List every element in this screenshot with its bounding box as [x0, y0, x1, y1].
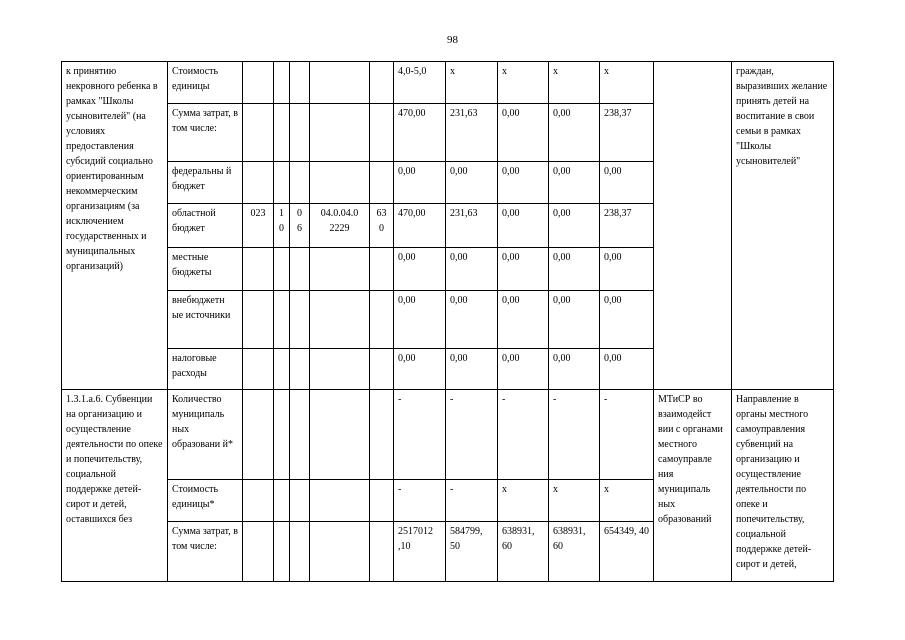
total-value: -	[394, 480, 446, 522]
total-value: 0,00	[394, 349, 446, 390]
year1-value: х	[446, 62, 498, 104]
empty-cell	[290, 349, 310, 390]
empty-cell	[310, 522, 370, 582]
empty-cell	[243, 390, 274, 480]
empty-cell	[243, 248, 274, 291]
year1-value: 584799, 50	[446, 522, 498, 582]
year2-value: 638931, 60	[498, 522, 549, 582]
event-description: 1.3.1.а.6. Субвенции на организацию и осуществление деятельности по опеке и попечительству, социальной поддержке детей-сирот и детей, оставшихся без	[62, 390, 168, 582]
empty-cell	[310, 349, 370, 390]
event-description: к принятию некровного ребенка в рамках "Школы усыновителей" (на условиях предоставления субсидий социально ориентированным некоммерческим организациям (за исключением государственных и муниципальных организаций)	[62, 62, 168, 390]
empty-cell	[310, 390, 370, 480]
year1-value: 231,63	[446, 104, 498, 162]
empty-cell	[274, 522, 290, 582]
empty-cell	[370, 291, 394, 349]
empty-cell	[370, 480, 394, 522]
empty-cell	[290, 104, 310, 162]
year2-value: х	[498, 62, 549, 104]
executor-cell: МТиСР во взаимодейст вии с органами местного самоуправле ния муниципаль ных образований	[654, 390, 732, 582]
year2-value: 0,00	[498, 104, 549, 162]
total-value: 2517012 ,10	[394, 522, 446, 582]
indicator-label: федеральны й бюджет	[168, 162, 243, 204]
year2-value: -	[498, 390, 549, 480]
empty-cell	[290, 390, 310, 480]
empty-cell	[290, 291, 310, 349]
empty-cell	[243, 480, 274, 522]
year4-value: 0,00	[600, 349, 654, 390]
year3-value: 0,00	[549, 349, 600, 390]
expected-result: Направление в органы местного самоуправления субвенций на организацию и осуществление деятельности по опеке и попечительству, социальной поддержке детей-сирот и детей,	[732, 390, 834, 582]
year4-value: 238,37	[600, 204, 654, 248]
executor-cell	[654, 62, 732, 390]
year2-value: 0,00	[498, 162, 549, 204]
year4-value: 0,00	[600, 291, 654, 349]
year4-value: 0,00	[600, 248, 654, 291]
year2-value: 0,00	[498, 349, 549, 390]
empty-cell	[274, 291, 290, 349]
year3-value: 0,00	[549, 291, 600, 349]
csr-code: 04.0.04.0 2229	[310, 204, 370, 248]
empty-cell	[370, 390, 394, 480]
year4-value: х	[600, 480, 654, 522]
year1-value: 0,00	[446, 162, 498, 204]
year3-value: 638931, 60	[549, 522, 600, 582]
empty-cell	[243, 291, 274, 349]
year3-value: 0,00	[549, 248, 600, 291]
empty-cell	[274, 104, 290, 162]
empty-cell	[370, 522, 394, 582]
empty-cell	[370, 248, 394, 291]
year4-value: 0,00	[600, 162, 654, 204]
grbs-cell	[243, 62, 274, 104]
year2-value: 0,00	[498, 291, 549, 349]
year1-value: -	[446, 390, 498, 480]
year1-value: 0,00	[446, 248, 498, 291]
total-value: 470,00	[394, 104, 446, 162]
empty-cell	[370, 104, 394, 162]
year3-value: 0,00	[549, 162, 600, 204]
empty-cell	[310, 248, 370, 291]
empty-cell	[290, 162, 310, 204]
year4-value: 654349, 40	[600, 522, 654, 582]
indicator-label: Сумма затрат, в том числе:	[168, 522, 243, 582]
empty-cell	[310, 480, 370, 522]
year2-value: х	[498, 480, 549, 522]
total-value: -	[394, 390, 446, 480]
page-number: 98	[447, 34, 458, 46]
empty-cell	[310, 291, 370, 349]
rz-cell	[274, 62, 290, 104]
empty-cell	[274, 480, 290, 522]
table-row	[62, 390, 834, 480]
year3-value: -	[549, 390, 600, 480]
empty-cell	[290, 480, 310, 522]
expected-result: граждан, выразивших желание принять детей на воспитание в свои семьи в рамках "Школы усыновителей"	[732, 62, 834, 390]
grbs-code: 023	[243, 204, 274, 248]
indicator-label: Сумма затрат, в том числе:	[168, 104, 243, 162]
indicator-label: Количество муниципаль ных образовани й*	[168, 390, 243, 480]
csr-cell	[310, 62, 370, 104]
empty-cell	[274, 248, 290, 291]
year3-value: 0,00	[549, 104, 600, 162]
empty-cell	[274, 349, 290, 390]
pr-code: 0 6	[290, 204, 310, 248]
empty-cell	[274, 390, 290, 480]
year1-value: 231,63	[446, 204, 498, 248]
total-value: 0,00	[394, 162, 446, 204]
empty-cell	[370, 162, 394, 204]
empty-cell	[243, 349, 274, 390]
year4-value: -	[600, 390, 654, 480]
year3-value: 0,00	[549, 204, 600, 248]
year4-value: х	[600, 62, 654, 104]
year2-value: 0,00	[498, 204, 549, 248]
empty-cell	[243, 522, 274, 582]
indicator-label: внебюджетн ые источники	[168, 291, 243, 349]
indicator-label: местные бюджеты	[168, 248, 243, 291]
indicator-label: налоговые расходы	[168, 349, 243, 390]
empty-cell	[290, 522, 310, 582]
vr-code: 63 0	[370, 204, 394, 248]
year4-value: 238,37	[600, 104, 654, 162]
pr-cell	[290, 62, 310, 104]
empty-cell	[310, 104, 370, 162]
total-value: 470,00	[394, 204, 446, 248]
indicator-label: Стоимость единицы*	[168, 480, 243, 522]
vr-cell	[370, 62, 394, 104]
empty-cell	[274, 162, 290, 204]
empty-cell	[370, 349, 394, 390]
year1-value: -	[446, 480, 498, 522]
year2-value: 0,00	[498, 248, 549, 291]
year1-value: 0,00	[446, 349, 498, 390]
rz-code: 1 0	[274, 204, 290, 248]
empty-cell	[243, 162, 274, 204]
empty-cell	[290, 248, 310, 291]
year3-value: х	[549, 62, 600, 104]
empty-cell	[243, 104, 274, 162]
total-value: 0,00	[394, 248, 446, 291]
total-value: 4,0-5,0	[394, 62, 446, 104]
year1-value: 0,00	[446, 291, 498, 349]
total-value: 0,00	[394, 291, 446, 349]
indicator-label: Стоимость единицы	[168, 62, 243, 104]
year3-value: х	[549, 480, 600, 522]
table-row	[62, 62, 834, 104]
indicator-label: областной бюджет	[168, 204, 243, 248]
empty-cell	[310, 162, 370, 204]
program-table	[61, 61, 834, 582]
